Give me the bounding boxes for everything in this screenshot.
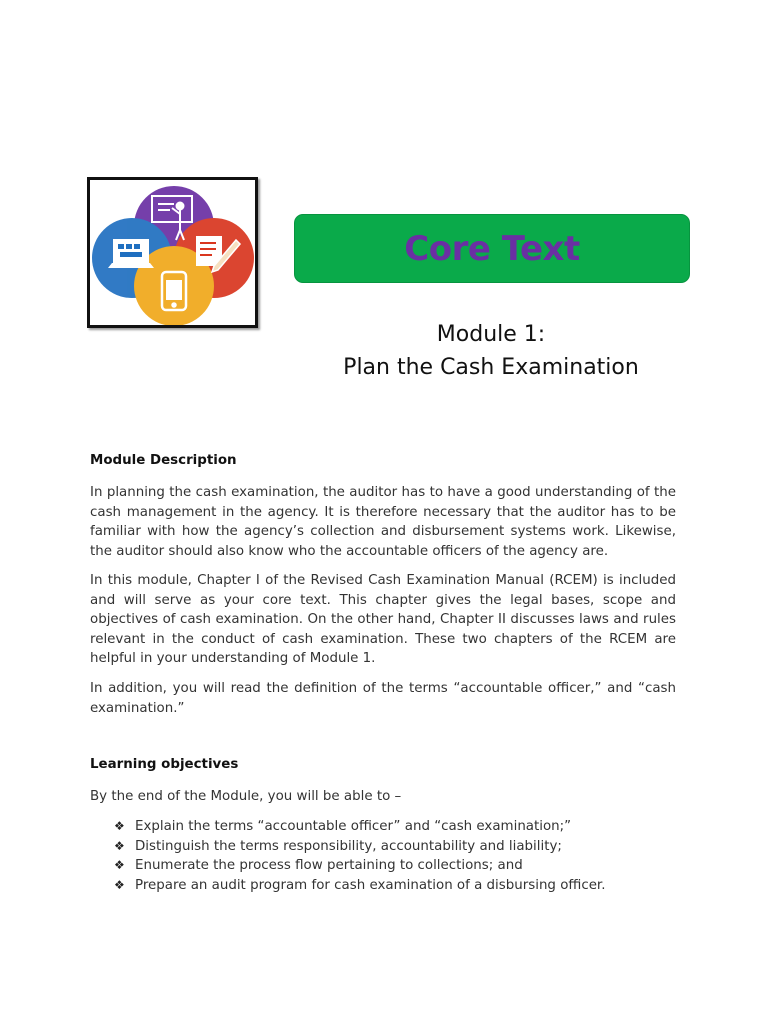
description-paragraph-1: In planning the cash examination, the auditor has to have a good understanding of the cash management in the agency. It is therefore necessary that the auditor has to be familiar with how the agency’s collection and disbursement systems work. Likewise, the auditor should also know who the accountable officers of the agency are. <box>90 485 676 559</box>
module-logo <box>87 177 258 328</box>
description-paragraph-3: In addition, you will read the definition of the terms “accountable officer,” and “cash examination.” <box>90 681 676 716</box>
list-item <box>114 876 605 896</box>
learning-objectives-intro: By the end of the Module, you will be able to – <box>90 789 402 804</box>
diamond-bullet-icon: ❖ <box>114 858 125 872</box>
description-paragraph-2: In this module, Chapter I of the Revised Cash Examination Manual (RCEM) is included and will serve as your core text. This chapter gives the legal bases, scope and objectives of cash examination. On the other hand, Chapter II discusses laws and rules relevant in the conduct of cash examination. These two chapters of the RCEM are helpful in your understanding of Module 1. <box>90 573 676 666</box>
module-description-body <box>90 483 676 561</box>
diamond-bullet-icon: ❖ <box>114 819 125 833</box>
list-item <box>114 817 605 837</box>
objective-text: Distinguish the terms responsibility, accountability and liability; <box>135 838 562 854</box>
learning-objectives-list <box>114 817 605 895</box>
learning-objectives-heading: Learning objectives <box>90 757 239 772</box>
objective-text: Enumerate the process flow pertaining to collections; and <box>135 858 523 873</box>
banner-title: Core Text <box>404 228 580 269</box>
list-item <box>114 856 605 876</box>
diamond-bullet-icon: ❖ <box>114 877 125 892</box>
core-text-banner <box>294 214 690 283</box>
module-number: Module 1: <box>436 322 546 347</box>
laptop-icon <box>108 240 154 268</box>
objective-text: Explain the terms “accountable officer” and “cash examination;” <box>135 819 572 834</box>
objective-text: Prepare an audit program for cash examination of a disbursing officer. <box>135 877 606 893</box>
list-item <box>114 837 605 857</box>
description-block-3 <box>90 679 676 718</box>
description-block-2 <box>90 571 676 669</box>
diamond-bullet-icon: ❖ <box>114 838 125 853</box>
module-description-heading: Module Description <box>90 453 237 468</box>
module-name: Plan the Cash Examination <box>343 355 639 380</box>
